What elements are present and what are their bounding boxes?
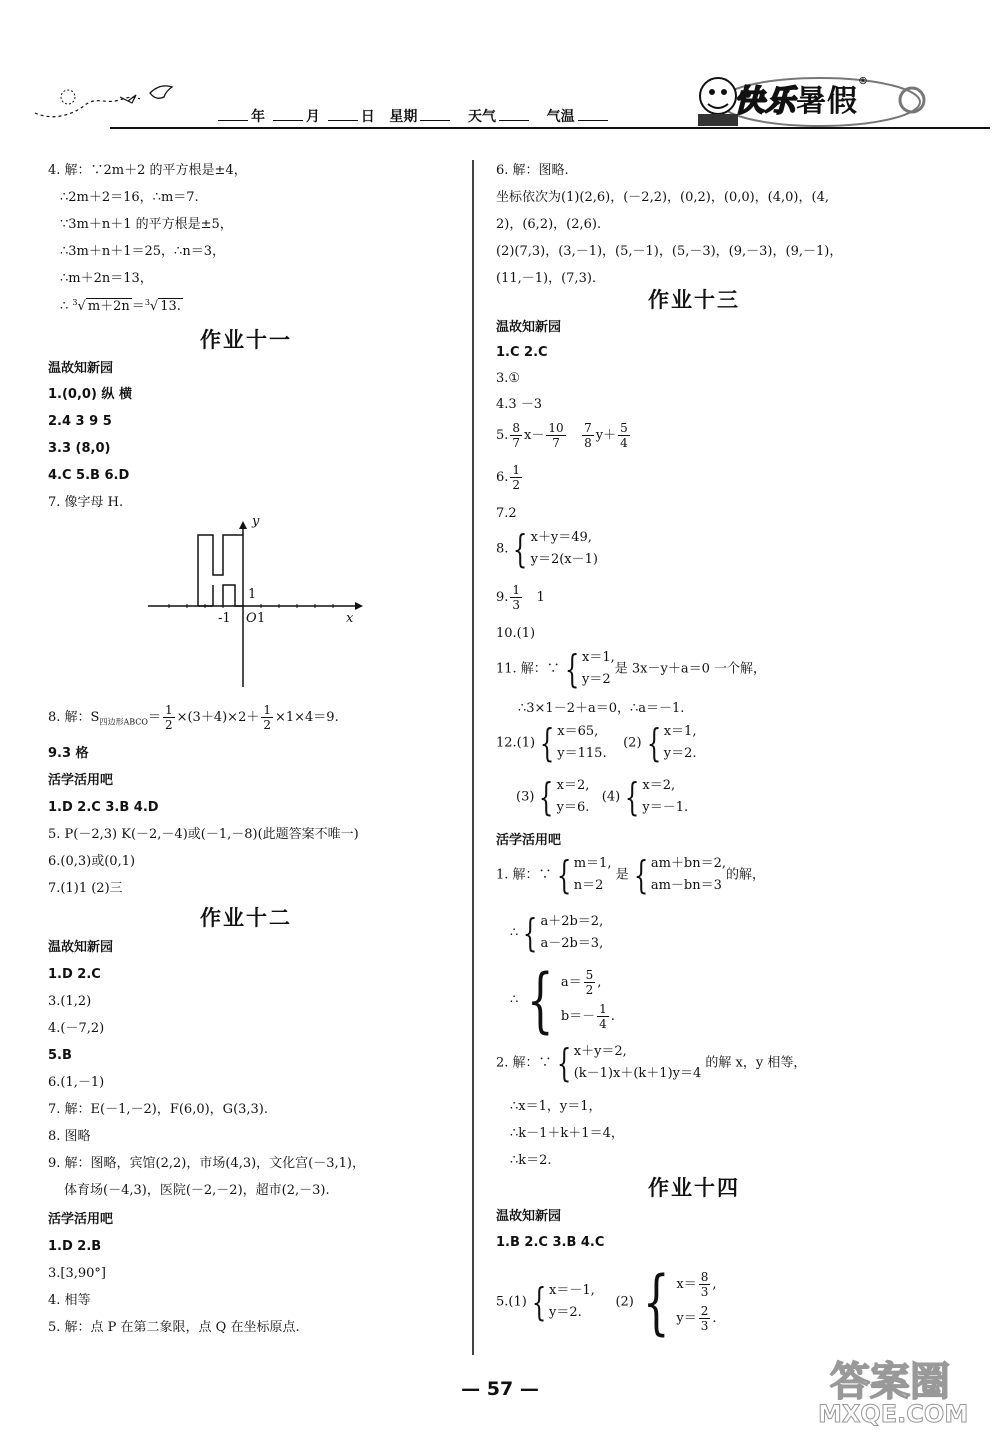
answer-line: 9. 解：图略，宾馆(2,2)，市场(4,3)，文化宫(－3,1)， bbox=[48, 1156, 365, 1171]
answer-line: ∴m＋2n＝13， bbox=[60, 271, 153, 286]
subsection-title: 温故知新园 bbox=[48, 361, 114, 376]
brand-char-3: 暑 bbox=[796, 84, 827, 119]
answer-line: 3.① bbox=[496, 371, 521, 386]
answer-line: ∴x＝1，y＝1， bbox=[510, 1099, 602, 1114]
origin-label: O bbox=[246, 611, 257, 626]
tick-label: 1 bbox=[257, 611, 266, 626]
answer-line: 4.3 －3 bbox=[496, 397, 543, 412]
month-label: 月 bbox=[305, 109, 320, 125]
answer-line: 11. 解：∵ { x＝1, y＝2 是 3x－y＋a＝0 一个解， bbox=[496, 647, 766, 691]
answer-line: ∴ { a＋2b＝2, a－2b＝3, bbox=[510, 911, 604, 955]
answer-line: 4.C 5.B 6.D bbox=[48, 468, 130, 483]
answer-line: 7. 像字母 H. bbox=[48, 495, 124, 510]
subsection-title: 温故知新园 bbox=[496, 1209, 562, 1224]
answer-line: 1.D 2.C bbox=[48, 967, 101, 982]
answer-line: 3.3 (8,0) bbox=[48, 441, 111, 456]
answer-line: 体育场(－4,3)，医院(－2,－2)，超市(2,－3). bbox=[64, 1183, 330, 1198]
answer-line: 7.(1)1 (2)三 bbox=[48, 881, 123, 896]
answer-line: 1.D 2.B bbox=[48, 1239, 102, 1254]
answer-line: 5.(1) { x＝－1, y＝2. (2) { x＝ $\frac{8}{3}$ , y＝ $\frac{2}{3}$ . bbox=[496, 1261, 717, 1343]
answer-line: ∴k＝2. bbox=[510, 1153, 552, 1168]
header-rule bbox=[110, 127, 990, 129]
answer-line: 6.(1,－1) bbox=[48, 1075, 105, 1090]
answer-line: 8. 图略 bbox=[48, 1129, 91, 1144]
section-title: 作业十一 bbox=[200, 328, 292, 352]
column-divider bbox=[472, 160, 474, 1355]
brand-char-1: 快 bbox=[734, 84, 765, 119]
answer-line: 6. $\frac{1}{2}$ bbox=[496, 463, 521, 492]
answer-line: 1. 解：∵ { m＝1, n＝2 是 { am＋bn＝2, am－bn＝3 的解， bbox=[496, 853, 766, 897]
answer-line: 2.4 3 9 5 bbox=[48, 414, 112, 429]
answer-line: ∴3×1－2＋a＝0，∴a＝－1. bbox=[518, 701, 685, 716]
answer-line: 坐标依次为(1)(2,6)，(－2,2)，(0,2)，(0,0)，(4,0)，(4, bbox=[496, 190, 829, 205]
answer-line: 5.B bbox=[48, 1048, 72, 1063]
answer-line: 5. 解：点 P 在第二象限，点 Q 在坐标原点. bbox=[48, 1320, 300, 1335]
answer-line: 6.(0,3)或(0,1) bbox=[48, 854, 136, 869]
answer-line: 7. 解：E(－1,－2)，F(6,0)，G(3,3). bbox=[48, 1102, 269, 1117]
answer-line: 1.C 2.C bbox=[496, 345, 548, 360]
date-weather-fields bbox=[215, 106, 611, 126]
answer-line: 4.(－7,2) bbox=[48, 1021, 105, 1036]
answer-line: 2)，(6,2)，(2,6). bbox=[496, 217, 602, 232]
answer-line: (11,－1)，(7,3). bbox=[496, 271, 597, 286]
answer-line: 2. 解：∵ { x＋y＝2, (k－1)x＋(k＋1)y＝4 的解 x，y 相等， bbox=[496, 1041, 807, 1085]
brand-char-2: 乐 bbox=[765, 84, 796, 119]
answer-line: 5. $\frac{8}{7}$ x－ $\frac{10}{7}$ $\frac{7}{8}$ y＋ $\frac{5}{4}$ bbox=[496, 421, 628, 450]
page-number: — 57 — bbox=[461, 1378, 539, 1400]
answer-line: 1.D 2.C 3.B 4.D bbox=[48, 800, 159, 815]
answer-line: (3) { x＝2, y＝6. (4) { x＝2, y＝－1. bbox=[516, 775, 689, 819]
answer-line: 3.[3,90°] bbox=[48, 1266, 106, 1281]
answer-line: 7.2 bbox=[496, 506, 517, 521]
cube-root: $^3$√ m＋2n bbox=[72, 298, 130, 314]
answer-line: ∵3m＋n＋1 的平方根是±5， bbox=[60, 217, 233, 232]
weather-label: 天气 bbox=[468, 109, 496, 125]
subsection-title: 活学活用吧 bbox=[48, 773, 114, 788]
weekday-label: 星期 bbox=[389, 109, 418, 125]
answer-line: 8. 解：$S_{四边形ABCO}=$ $\frac{1}{2}$ ×(3＋4)×2＋ $\frac{1}{2}$ ×1×4＝9. bbox=[48, 703, 339, 732]
temperature-label: 气温 bbox=[546, 109, 575, 125]
day-label: 日 bbox=[360, 109, 375, 125]
tick-label: -1 bbox=[218, 611, 231, 626]
answer-line: 8. { x＋y＝49, y＝2(x－1) bbox=[496, 527, 598, 571]
watermark-logo: 答案圈 MXQE.COM bbox=[818, 1359, 969, 1428]
answer-line: ∴k－1＋k＋1＝4， bbox=[510, 1126, 624, 1141]
answer-line: ∴3m＋n＋1＝25，∴n＝3， bbox=[60, 244, 225, 259]
answer-line: 4. 解：∵2m＋2 的平方根是±4， bbox=[48, 163, 247, 178]
subsection-title: 活学活用吧 bbox=[48, 1212, 114, 1227]
year-label: 年 bbox=[251, 109, 265, 125]
subsection-title: 温故知新园 bbox=[496, 320, 562, 335]
section-title: 作业十四 bbox=[648, 1176, 740, 1200]
subsection-title: 活学活用吧 bbox=[496, 833, 562, 848]
answer-line: ∴2m＋2＝16，∴m＝7. bbox=[60, 190, 199, 205]
answer-line: 4. 相等 bbox=[48, 1293, 91, 1308]
answer-line: 1.(0,0) 纵 横 bbox=[48, 387, 132, 402]
answer-line: 12.(1) { x＝65, y＝115. (2) { x＝1, y＝2. bbox=[496, 721, 697, 765]
cube-root: $^3$√ 13. bbox=[144, 298, 181, 314]
axis-label-x: x bbox=[346, 611, 354, 626]
flying-bird-icon bbox=[30, 75, 190, 125]
answer-line: 9.3 格 bbox=[48, 746, 89, 761]
answer-line: 6. 解：图略. bbox=[496, 163, 569, 178]
section-title: 作业十二 bbox=[200, 906, 292, 930]
axis-label-y: y bbox=[252, 514, 260, 529]
brand-logo bbox=[690, 62, 930, 130]
answer-line: 10.(1) bbox=[496, 626, 536, 641]
section-title: 作业十三 bbox=[648, 288, 740, 312]
registered-mark: ® bbox=[858, 76, 869, 87]
tick-label: 1 bbox=[248, 587, 257, 602]
brand-char-4: 假 bbox=[827, 84, 858, 119]
answer-line: 9. $\frac{1}{3}$ 1 bbox=[496, 583, 545, 612]
answer-line: ∴ $^3$√ m＋2n ＝$^3$√ 13. bbox=[60, 293, 183, 320]
answer-line: (2)(7,3)，(3,－1)，(5,－1)，(5,－3)，(9,－3)，(9,－1)， bbox=[496, 244, 843, 259]
answer-line: 1.B 2.C 3.B 4.C bbox=[496, 1235, 605, 1250]
answer-line: 5. P(－2,3) K(－2,－4)或(－1,－8)(此题答案不唯一) bbox=[48, 827, 359, 842]
answer-line: 3.(1,2) bbox=[48, 994, 92, 1009]
subsection-title: 温故知新园 bbox=[48, 940, 114, 955]
answer-line: ∴ { a＝ $\frac{5}{2}$ , b＝－ $\frac{1}{4}$ . bbox=[510, 959, 615, 1041]
page-header bbox=[0, 0, 1000, 135]
